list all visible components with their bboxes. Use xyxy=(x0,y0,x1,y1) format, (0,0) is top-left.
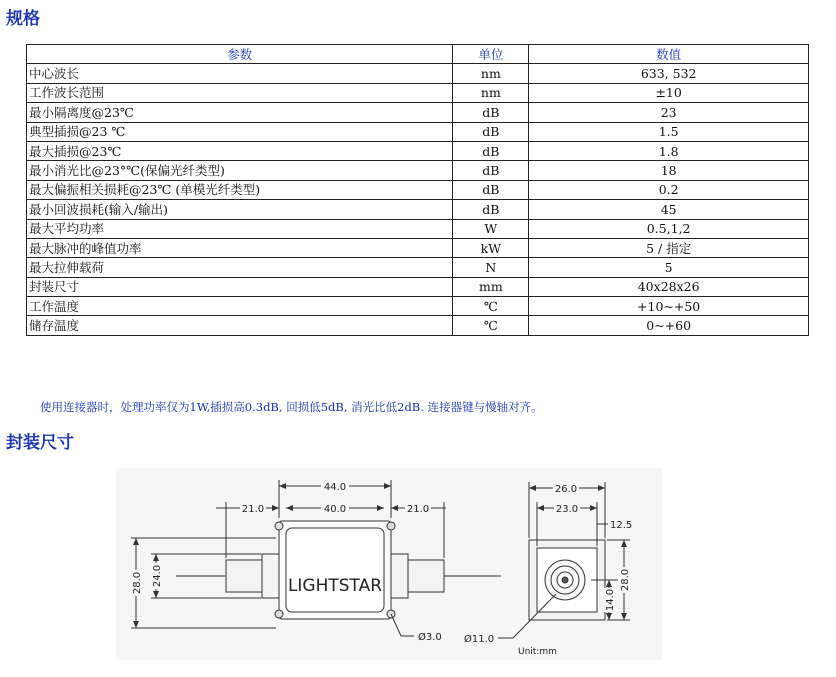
header-value: 数值 xyxy=(529,45,809,64)
package-dimension-drawing xyxy=(116,468,662,660)
unit-cell: kW xyxy=(453,238,529,257)
value-cell: ±10 xyxy=(529,83,809,102)
unit-cell: dB xyxy=(453,200,529,219)
left-fiber-sleeve xyxy=(262,554,279,598)
table-row xyxy=(27,238,809,257)
package-section-title: 封装尺寸 xyxy=(6,433,74,453)
value-cell: 633, 532 xyxy=(529,64,809,83)
dim-28-right-label: 28.0 xyxy=(620,568,631,592)
parameter-cell: 封装尺寸 xyxy=(27,277,453,296)
parameter-cell: 最小消光比@23°℃(保偏光纤类型) xyxy=(27,161,453,180)
spec-table xyxy=(26,44,809,336)
unit-cell: ℃ xyxy=(453,316,529,335)
table-header-row xyxy=(27,45,809,64)
value-cell: 45 xyxy=(529,200,809,219)
value-cell: 0.2 xyxy=(529,180,809,199)
value-cell: +10~+50 xyxy=(529,297,809,316)
dim-23-label: 23.0 xyxy=(555,504,579,515)
table-row xyxy=(27,297,809,316)
parameter-cell: 最小隔离度@23℃ xyxy=(27,103,453,122)
unit-cell: dB xyxy=(453,141,529,160)
spec-table-body xyxy=(27,64,809,335)
table-row xyxy=(27,219,809,238)
parameter-cell: 最大脉冲的峰值功率 xyxy=(27,238,453,257)
connector-note: 使用连接器时，处理功率仅为1W,插损高0.3dB, 回损低5dB, 消光比低2dB. 连接器键与慢轴对齐。 xyxy=(40,400,543,414)
table-row xyxy=(27,83,809,102)
unit-cell: dB xyxy=(453,122,529,141)
table-row xyxy=(27,277,809,296)
table-row xyxy=(27,122,809,141)
dim-44-label: 44.0 xyxy=(323,482,347,493)
dim-24-label: 24.0 xyxy=(152,564,163,588)
table-row xyxy=(27,64,809,83)
value-cell: 5 / 指定 xyxy=(529,238,809,257)
value-cell: 18 xyxy=(529,161,809,180)
parameter-cell: 最大平均功率 xyxy=(27,219,453,238)
dim-40-label: 40.0 xyxy=(323,504,347,515)
spec-section-title: 规格 xyxy=(6,9,40,29)
table-row xyxy=(27,180,809,199)
parameter-cell: 最小回波损耗(输入/输出) xyxy=(27,200,453,219)
unit-label: Unit:mm xyxy=(518,647,557,657)
value-cell: 23 xyxy=(529,103,809,122)
unit-cell: nm xyxy=(453,64,529,83)
parameter-cell: 最大插损@23℃ xyxy=(27,141,453,160)
parameter-cell: 工作波长范围 xyxy=(27,83,453,102)
isolator-lid xyxy=(286,528,384,612)
left-fiber-boot xyxy=(226,560,262,592)
dim-21-right-label: 21.0 xyxy=(406,504,430,515)
parameter-cell: 最大拉伸载荷 xyxy=(27,258,453,277)
unit-cell: ℃ xyxy=(453,297,529,316)
value-cell: 5 xyxy=(529,258,809,277)
table-row xyxy=(27,200,809,219)
parameter-cell: 中心波长 xyxy=(27,64,453,83)
unit-cell: dB xyxy=(453,161,529,180)
unit-cell: nm xyxy=(453,83,529,102)
dim-26-label: 26.0 xyxy=(554,484,578,495)
dim-12-5-label: 12.5 xyxy=(610,520,633,531)
table-row xyxy=(27,141,809,160)
port-diameter-label: Ø11.0 xyxy=(464,634,495,645)
unit-cell: dB xyxy=(453,180,529,199)
unit-cell: N xyxy=(453,258,529,277)
parameter-cell: 储存温度 xyxy=(27,316,453,335)
hole-diameter-label: Ø3.0 xyxy=(418,632,442,643)
table-row xyxy=(27,103,809,122)
value-cell: 40x28x26 xyxy=(529,277,809,296)
right-fiber-sleeve xyxy=(391,554,408,598)
package-drawing xyxy=(116,468,662,660)
product-logo-label: LIGHTSTAR xyxy=(287,576,383,596)
unit-cell: dB xyxy=(453,103,529,122)
value-cell: 0~+60 xyxy=(529,316,809,335)
value-cell: 1.5 xyxy=(529,122,809,141)
value-cell: 0.5,1,2 xyxy=(529,219,809,238)
right-fiber-boot xyxy=(408,560,444,592)
unit-cell: mm xyxy=(453,277,529,296)
mount-hole-tr xyxy=(387,522,395,530)
unit-cell: W xyxy=(453,219,529,238)
dim-14-label: 14.0 xyxy=(605,588,616,612)
value-cell: 1.8 xyxy=(529,141,809,160)
mount-hole-tl xyxy=(275,522,283,530)
table-row xyxy=(27,316,809,335)
header-parameter: 参数 xyxy=(27,45,453,64)
parameter-cell: 典型插损@23 ℃ xyxy=(27,122,453,141)
table-row xyxy=(27,161,809,180)
header-unit: 单位 xyxy=(453,45,529,64)
parameter-cell: 工作温度 xyxy=(27,297,453,316)
table-row xyxy=(27,258,809,277)
dim-28-left-label: 28.0 xyxy=(132,571,143,595)
dim-21-left-label: 21.0 xyxy=(241,504,265,515)
mount-hole-bl xyxy=(275,610,283,618)
parameter-cell: 最大偏振相关损耗@23℃ (单模光纤类型) xyxy=(27,180,453,199)
